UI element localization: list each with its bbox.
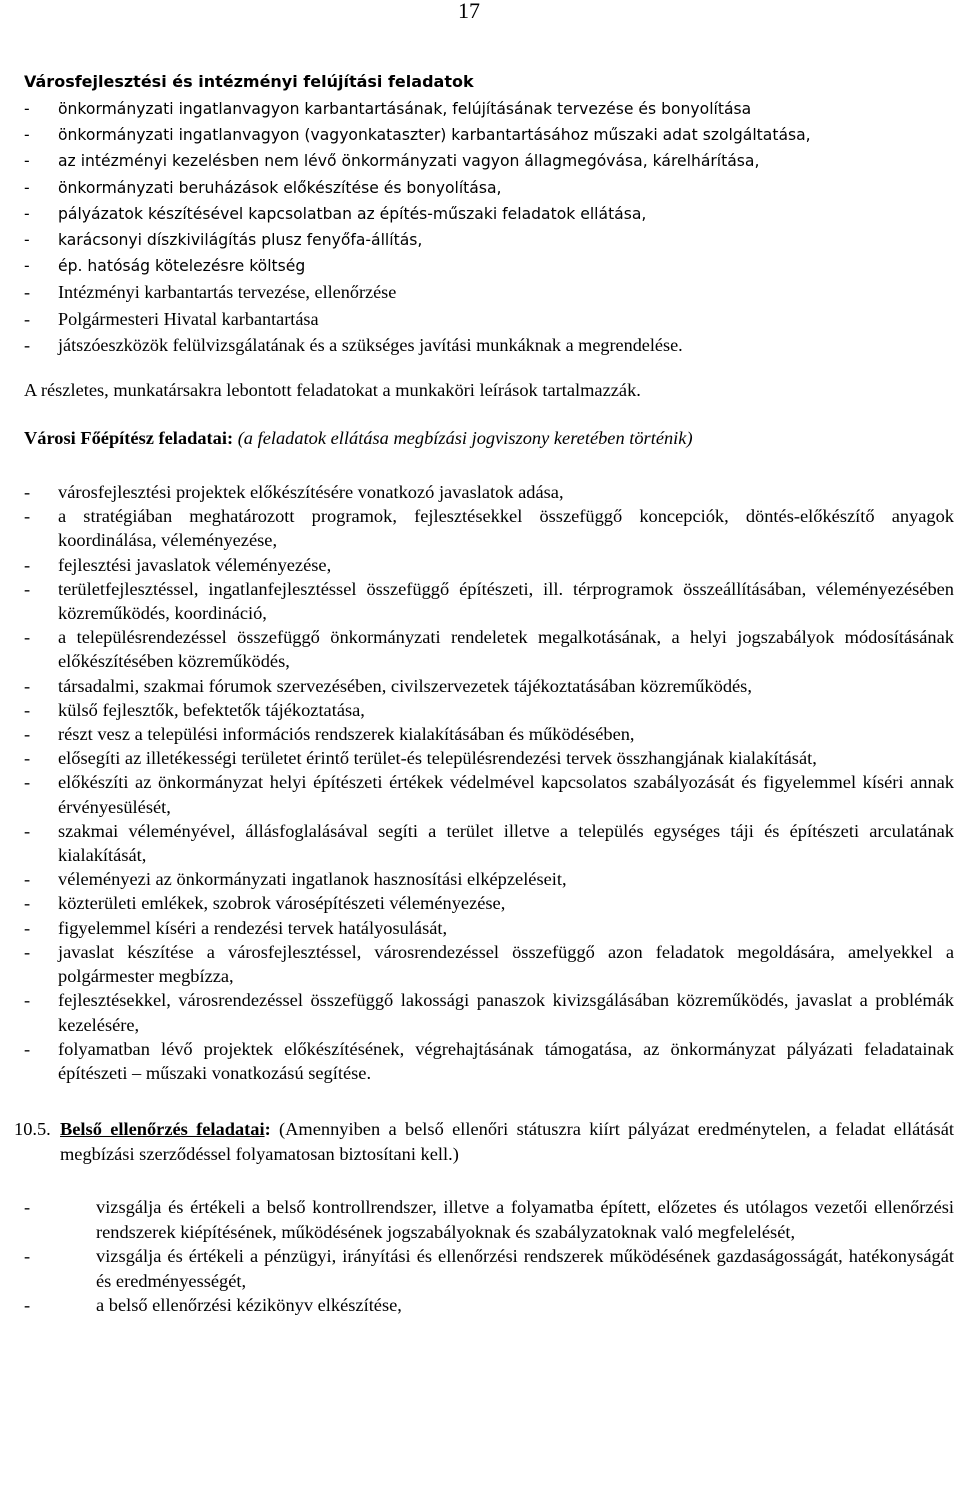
list-item: - városfejlesztési projektek előkészítésére vonatkozó javaslatok adása, [24,480,954,504]
dash-bullet: - [24,100,30,118]
dash-bullet: - [24,257,30,276]
list-item: - folyamatban lévő projektek előkészítésének, végrehajtásának támogatása, az önkormányzat pályázati feladatainak építészeti – műszaki vonatkozású segítése. [24,1038,954,1083]
list-item: - közterületi emlékek, szobrok városépítészeti véleményezése, [24,891,954,915]
belso-title: Belső ellenőrzés feladatai [60,1119,265,1140]
dash-bullet: - [24,772,31,793]
dash-bullet: - [24,1246,31,1267]
list-item: - Intézményi karbantartás tervezése, ellenőrzése [24,279,954,305]
dash-bullet: - [24,231,30,250]
belso-description: (Amennyiben a belső ellenőri státuszra kiírt pályázat eredménytelen, a feladat ellátását megbízási szerződéssel folyamatosan biztosítani kell.) [60,1119,954,1165]
list-item: - önkormányzati beruházások előkészítése és bonyolítása, [24,175,954,201]
list-item: - javaslat készítése a városfejlesztéssel, városrendezéssel összefüggő azon feladatok megoldására, amelyekkel a polgármester megbízza, [24,941,954,987]
document-body [14,70,954,1318]
belso-colon: : [264,1119,271,1140]
list-item: - külső fejlesztők, befektetők tájékoztatása, [24,698,954,722]
dash-bullet: - [24,699,31,720]
foepitesz-title: Városi Főépítész feladatai: [24,428,234,449]
dash-bullet: - [24,204,30,223]
belso-task-list [24,1195,954,1318]
list-item: - ép. hatóság kötelezésre költség [24,253,954,279]
list-item: - elősegíti az illetékességi területet érintő terület-és településrendezési tervek összhangjának kialakítását, [24,746,954,770]
dash-bullet: - [24,308,31,329]
list-item: - véleményezi az önkormányzati ingatlanok hasznosítási elképzeléseit, [24,867,954,891]
list-item: - önkormányzati ingatlanvagyon (vagyonkataszter) karbantartásához műszaki adat szolgáltatása, [24,122,954,148]
list-item: - szakmai véleményével, állásfoglalásával segíti a terület illetve a település egységes táji és építészeti arculatának kialakítását, [24,820,954,866]
section-10-5-heading [14,1117,954,1167]
list-item: - fejlesztésekkel, városrendezéssel összefüggő lakossági panaszok kivizsgálásában közreműködés, javaslat a problémák kezelésére, [24,990,954,1035]
list-item: - vizsgálja és értékeli a pénzügyi, irányítási és ellenőrzési rendszerek működésének gazdaságosságát, hatékonyságát és eredményességét, [24,1246,954,1291]
dash-bullet: - [24,990,31,1011]
list-item: - előkészíti az önkormányzat helyi építészeti értékek védelmével kapcsolatos szabályozását és figyelemmel kíséri annak érvényesülését, [24,772,954,817]
dash-bullet: - [24,627,31,648]
dash-bullet: - [24,1038,31,1059]
list-item: - pályázatok készítésével kapcsolatban az építés-műszaki feladatok ellátása, [24,201,954,227]
list-item: - területfejlesztéssel, ingatlanfejlesztéssel összefüggő építészeti, ill. térprogramok összeállításában, véleményezésében közreműködés, koordináció, [24,578,954,624]
list-item: - fejlesztési javaslatok véleményezése, [24,553,954,577]
foepitesz-subtitle: (a feladatok ellátása megbízási jogviszony keretében történik) [237,428,693,449]
list-item: - társadalmi, szakmai fórumok szervezésében, civilszervezetek tájékoztatásában közreműködés, [24,674,954,698]
list-item: - játszóeszközök felülvizsgálatának és a szükséges javítási munkáknak a megrendelése. [24,332,954,358]
dash-bullet: - [24,126,30,145]
dash-bullet: - [24,675,31,696]
foepitesz-heading [24,426,954,450]
page-number: 17 [458,0,480,23]
note-paragraph: A részletes, munkatársakra lebontott feladatokat a munkaköri leírások tartalmazzák. [24,380,641,401]
dash-bullet: - [24,578,31,599]
dash-bullet: - [24,748,31,769]
dash-bullet: - [24,941,31,962]
list-item: - az intézményi kezelésben nem lévő önkormányzati vagyon állagmegóvása, kárelhárítása, [24,148,954,174]
dash-bullet: - [24,893,31,914]
list-item: - vizsgálja és értékeli a belső kontrollrendszer, illetve a folyamatba épített, előzetes és utólagos vezetői ellenőrzési rendszerek kiépítésének, működésének jogszabályoknak és szabályzatoknak való megfelelését, [24,1197,954,1242]
list-item: - Polgármesteri Hivatal karbantartása [24,306,954,332]
dash-bullet: - [24,820,31,841]
dash-bullet: - [24,917,31,938]
dash-bullet: - [24,724,31,745]
list-item: - karácsonyi díszkivilágítás plusz fenyőfa-állítás, [24,227,954,253]
dash-bullet: - [24,506,31,527]
dash-bullet: - [24,482,31,503]
dash-bullet: - [24,869,31,890]
list-item: - részt vesz a települési információs rendszerek kialakításában és működésében, [24,722,954,746]
section-title: Városfejlesztési és intézményi felújítási feladatok [24,72,474,91]
dash-bullet: - [24,282,31,303]
dash-bullet: - [24,1197,31,1218]
dash-bullet: - [24,178,30,197]
list-item: - a településrendezéssel összefüggő önkormányzati rendeletek megalkotásának, a helyi jogszabályok módosításának előkészítésében közreműködés, [24,627,954,672]
maintenance-task-list [24,96,954,358]
dash-bullet: - [24,554,31,575]
dash-bullet: - [24,1295,31,1316]
list-item: - figyelemmel kíséri a rendezési tervek hatályosulását, [24,916,954,940]
list-item: - a stratégiában meghatározott programok, fejlesztésekkel összefüggő koncepciók, döntés-előkészítő anyagok koordinálása, véleményezése, [24,506,954,551]
list-item: - önkormányzati ingatlanvagyon karbantartásának, felújításának tervezése és bonyolítása [24,96,954,122]
dash-bullet: - [24,152,30,171]
list-item: - a belső ellenőrzési kézikönyv elkészítése, [24,1293,954,1318]
dash-bullet: - [24,334,31,355]
section-number: 10.5. [14,1119,51,1140]
foepitesz-task-list [24,480,954,1085]
